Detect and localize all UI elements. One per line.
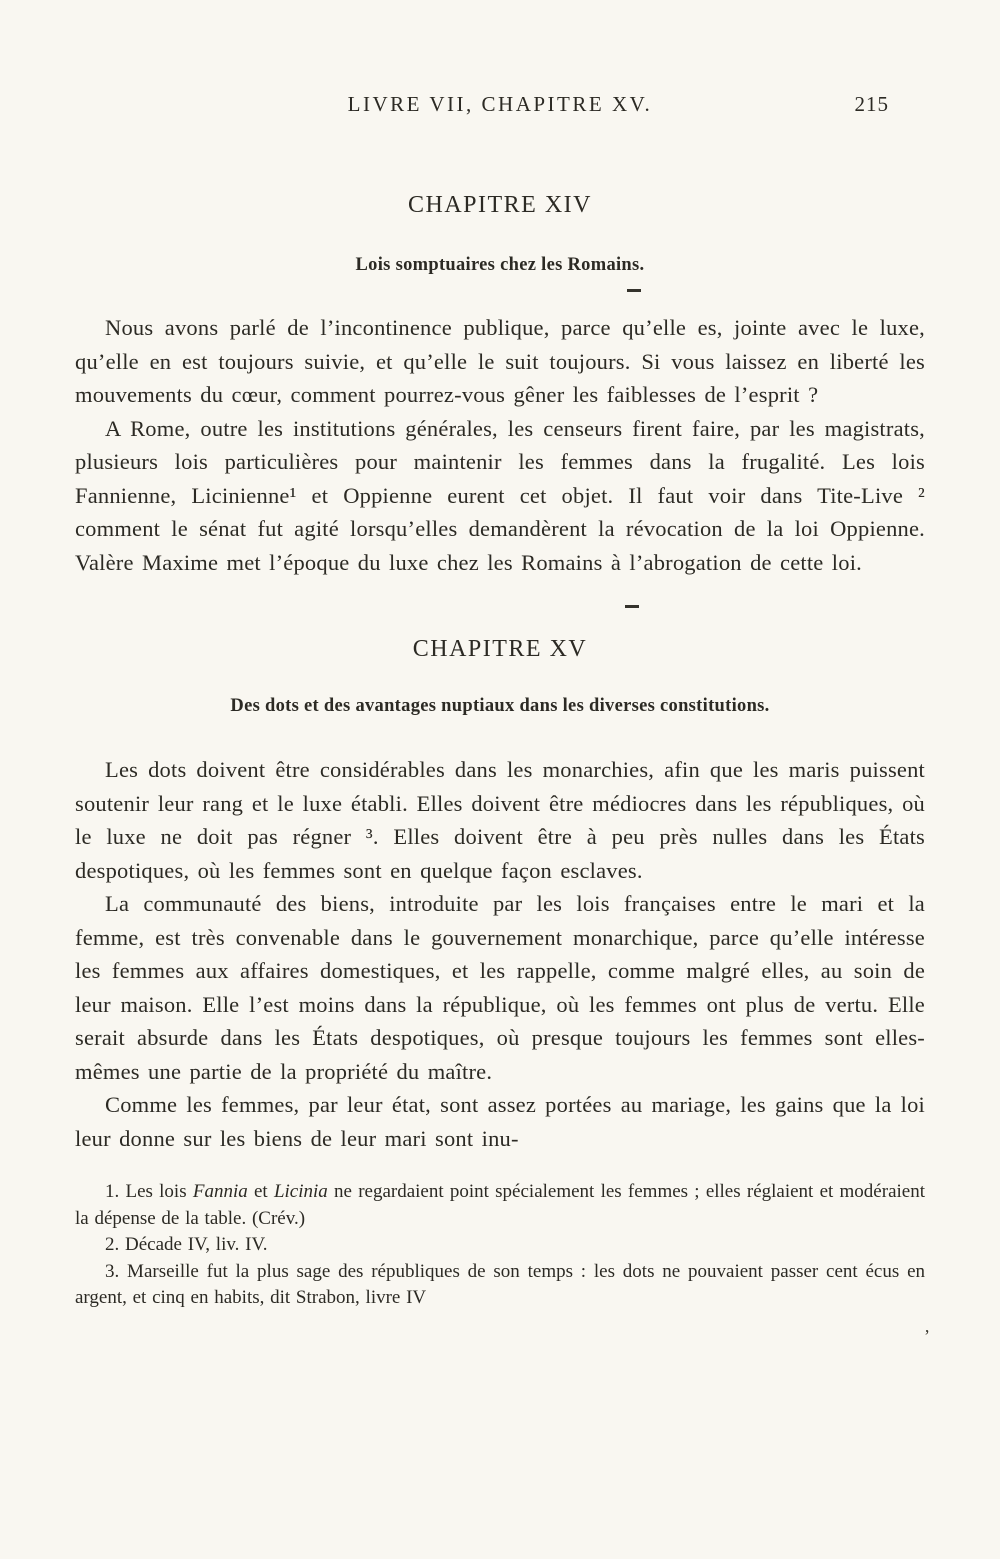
footnote-1 — [75, 1179, 925, 1232]
footnote-1-text: 1. Les lois — [105, 1181, 193, 1202]
paragraph: La communauté des biens, introduite par les lois françaises entre le mari et la femme, est très convenable dans le gouvernement monarchique, parce qu’elle intéresse les femmes aux affaires domestiques, et les rappelle, comme malgré elles, au soin de leur maison. Elle l’est moins dans la république, où les femmes ont plus de vertu. Elle serait absurde dans les États despotiques, où presque toujours les femmes sont elles-mêmes une partie de la propriété du maître. — [75, 891, 925, 1084]
paragraph: Nous avons parlé de l’incontinence publique, parce qu’elle es, jointe avec le luxe, qu’elle en est toujours suivie, et qu’elle le suit toujours. Si vous laissez en liberté les mouvements du cœur, comment pourrez-vous gêner les faiblesses de l’esprit ? — [75, 315, 925, 407]
footnote-1-italic-term: Licinia — [273, 1181, 328, 1202]
chapter-14-section — [75, 192, 925, 579]
chapter-14-heading: CHAPITRE XIV — [408, 192, 592, 218]
running-title: LIVRE VII, CHAPITRE XV. — [347, 92, 653, 116]
footnote-2: 2. Décade IV, liv. IV. — [105, 1234, 268, 1255]
page-header — [75, 92, 925, 120]
chapter-15-heading: CHAPITRE XV — [412, 636, 588, 662]
section-divider-dash — [625, 605, 639, 608]
chapter-15-section — [75, 636, 925, 1155]
chapter-15-subtitle: Des dots et des avantages nuptiaux dans les diverses constitutions. — [230, 696, 770, 716]
scan-ink-mark: ’ — [924, 1326, 930, 1346]
footnotes-section — [75, 1179, 925, 1312]
footnote-1-italic-term: Fannia — [192, 1181, 248, 1202]
chapter-14-subtitle: Lois somptuaires chez les Romains. — [355, 255, 645, 275]
page-number: 215 — [854, 92, 889, 116]
paragraph: Comme les femmes, par leur état, sont assez portées au mariage, les gains que la loi leur donne sur les biens de leur mari sont inu- — [75, 1092, 925, 1151]
footnote-1-text: et — [247, 1181, 274, 1202]
section-divider-dash — [627, 289, 641, 292]
paragraph: A Rome, outre les institutions générales, les censeurs firent faire, par les magistrats, plusieurs lois particulières pour maintenir les femmes dans la frugalité. Les lois Fannienne, Licinienne¹ et Oppienne eurent cet objet. Il faut voir dans Tite-Live ² comment le sénat fut agité lorsqu’elles demandèrent la révocation de la loi Oppienne. Valère Maxime met l’époque du luxe chez les Romains à l’abrogation de cette loi. — [75, 415, 925, 575]
footnote-1-text: ne regardaient point spécialement les femmes ; elles réglaient et modéraient la dépense de la table. (Crév.) — [75, 1181, 925, 1229]
footnote-3: 3. Marseille fut la plus sage des républiques de son temps : les dots ne pouvaient passer cent écus en argent, et cinq en habits, dit Strabon, livre IV — [75, 1260, 925, 1308]
paragraph: Les dots doivent être considérables dans les monarchies, afin que les maris puissent soutenir leur rang et le luxe établi. Elles doivent être médiocres dans les républiques, où le luxe ne doit pas régner ³. Elles doivent être à peu près nulles dans les États despotiques, où les femmes sont en quelque façon esclaves. — [75, 757, 925, 883]
